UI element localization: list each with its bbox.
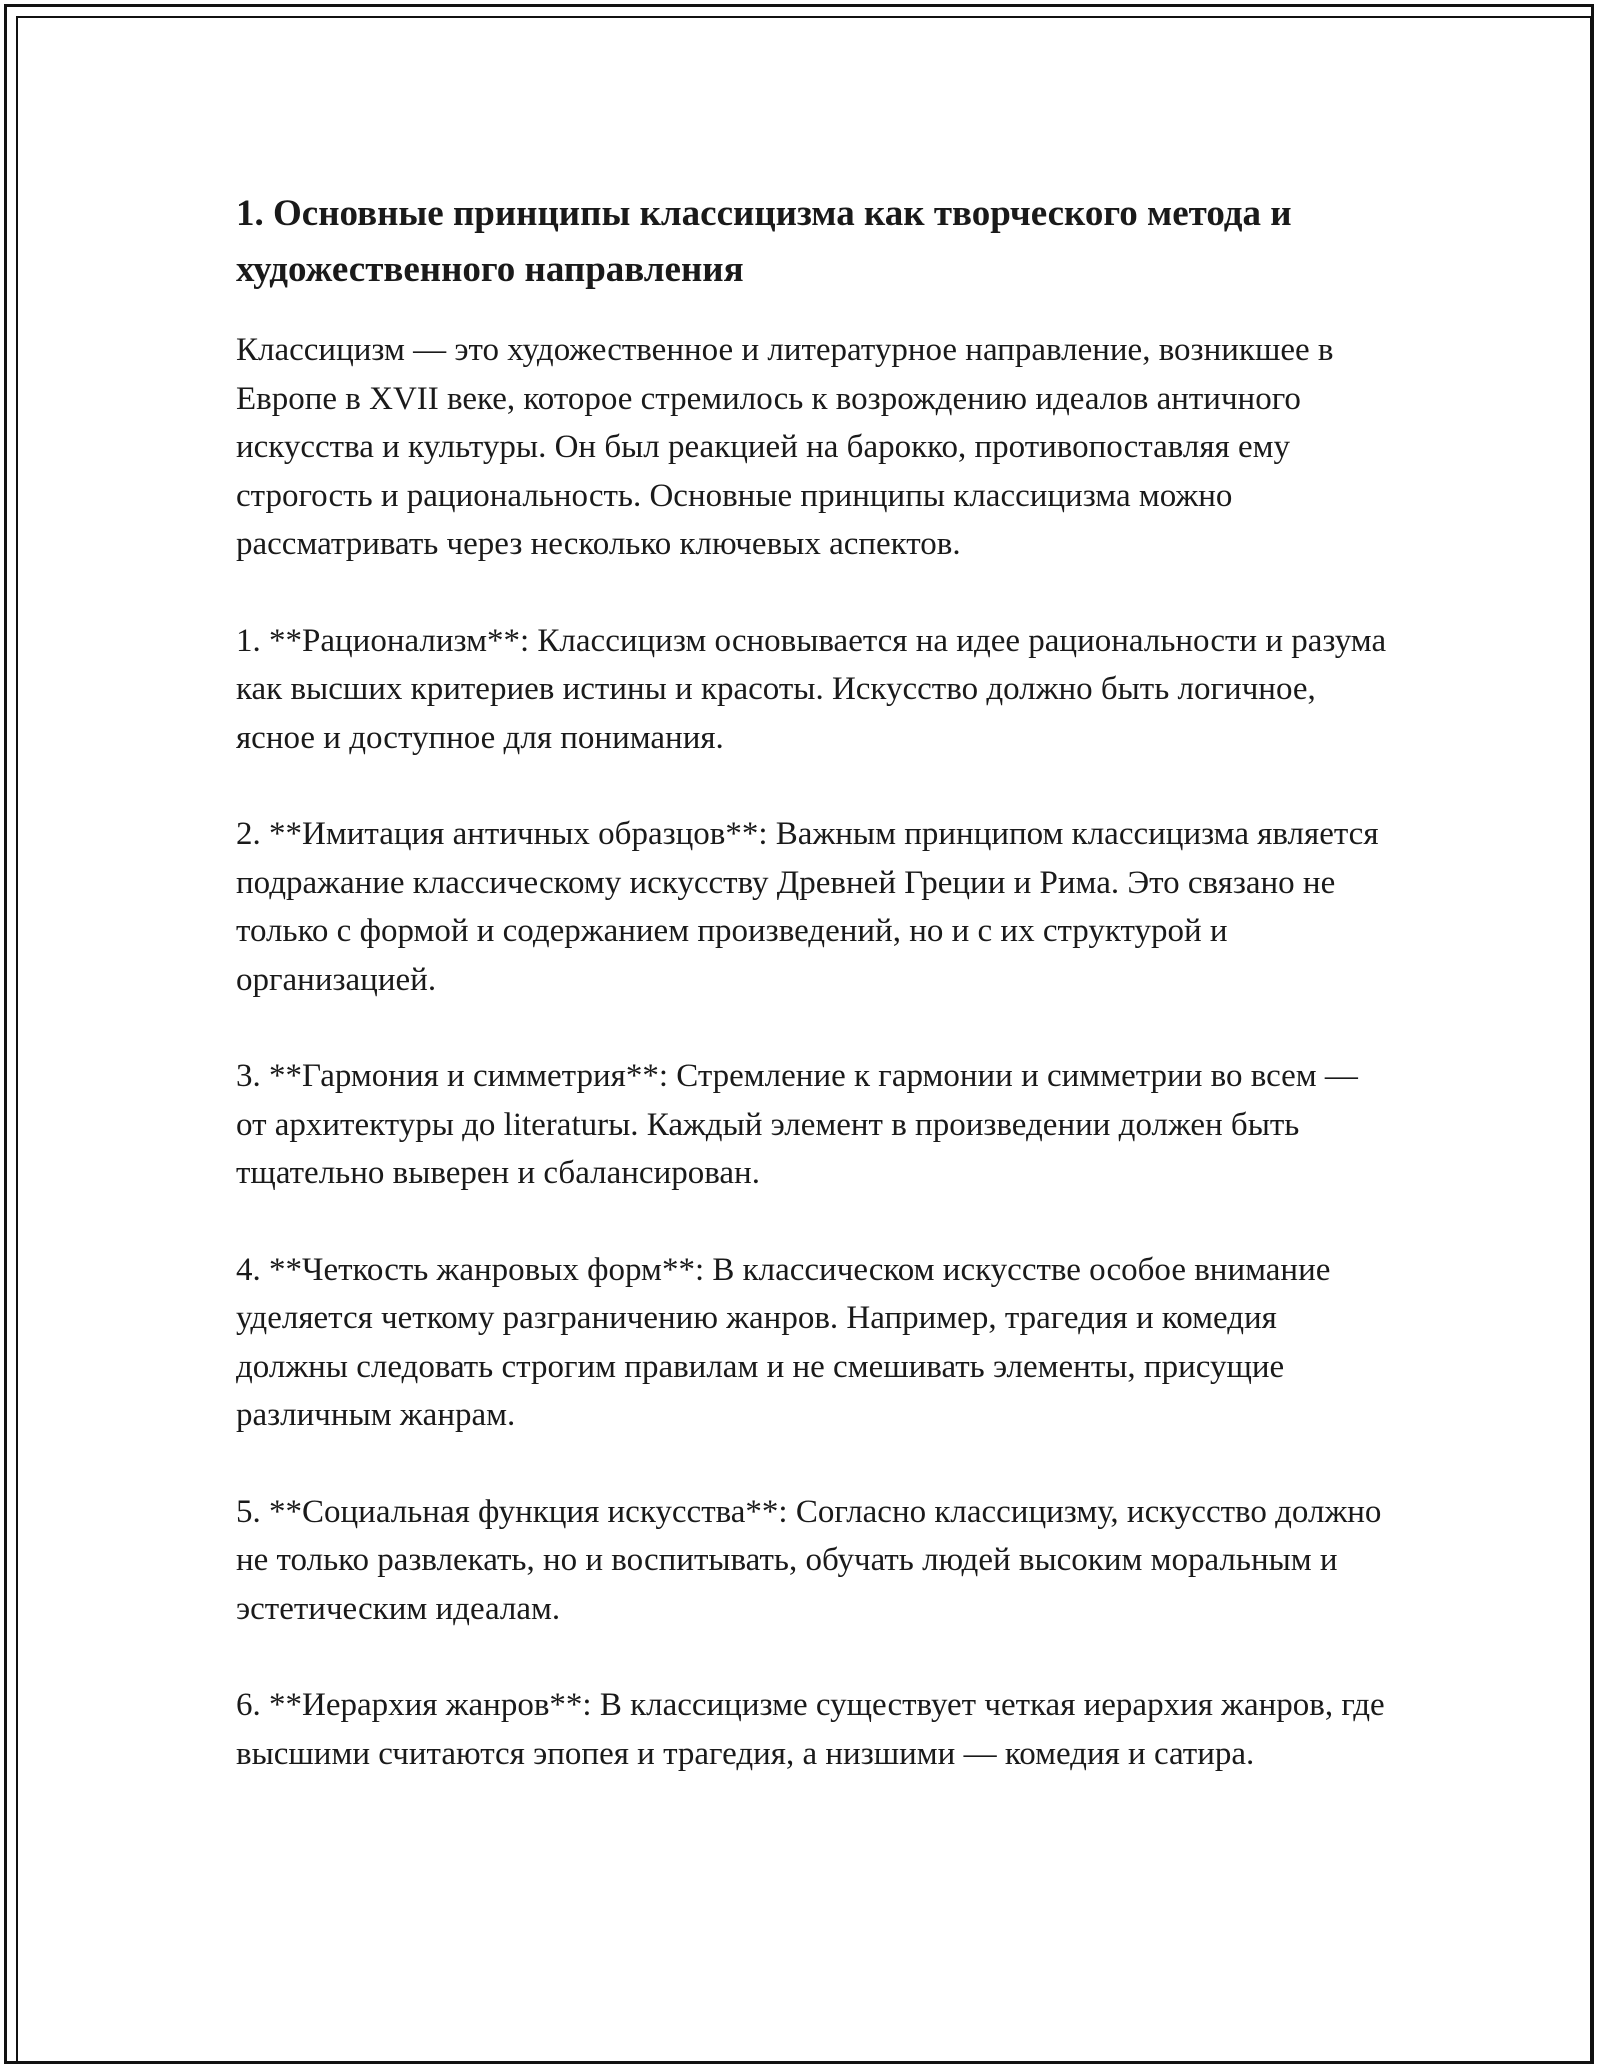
intro-paragraph: Классицизм — это художественное и литературное направление, возникшее в Европе в XVII веке, которое стремилось к возрождению идеалов античного искусства и культуры. Он был реакцией на барокко, противопоставляя ему строгость и рациональность. Основные принципы классицизма можно рассматривать через несколько ключевых аспектов. [236,332,1334,562]
principle-genre-clarity: 4. **Четкость жанровых форм**: В классическом искусстве особое внимание уделяется четкому разграничению жанров. Например, трагедия и комедия должны следовать строгим правилам и не смешивать элементы, присущие различным жанрам. [236,1251,1331,1433]
section-heading: 1. Основные принципы классицизма как творческого метода и художественного направления [236,193,1292,290]
document-body [236,186,1396,1826]
principle-genre-hierarchy: 6. **Иерархия жанров**: В классицизме существует четкая иерархия жанров, где высшими считаются эпопея и трагедия, а низшими — комедия и сатира. [236,1687,1385,1772]
principle-rationalism: 1. **Рационализм**: Классицизм основывается на идее рациональности и разума как высших критериев истины и красоты. Искусство должно быть логичное, ясное и доступное для понимания. [236,622,1387,756]
principle-imitation: 2. **Имитация античных образцов**: Важным принципом классицизма является подражание классическому искусству Древней Греции и Рима. Это связано не только с формой и содержанием произведений, но и с их структурой и организацией. [236,816,1379,998]
principle-harmony: 3. **Гармония и симметрия**: Стремление к гармонии и симметрии во всем — от архитектуры до literaturы. Каждый элемент в произведении должен быть тщательно выверен и сбалансирован. [236,1058,1358,1191]
principle-social-function: 5. **Социальная функция искусства**: Согласно классицизму, искусство должно не только развлекать, но и воспитывать, обучать людей высоким моральным и эстетическим идеалам. [236,1493,1382,1627]
